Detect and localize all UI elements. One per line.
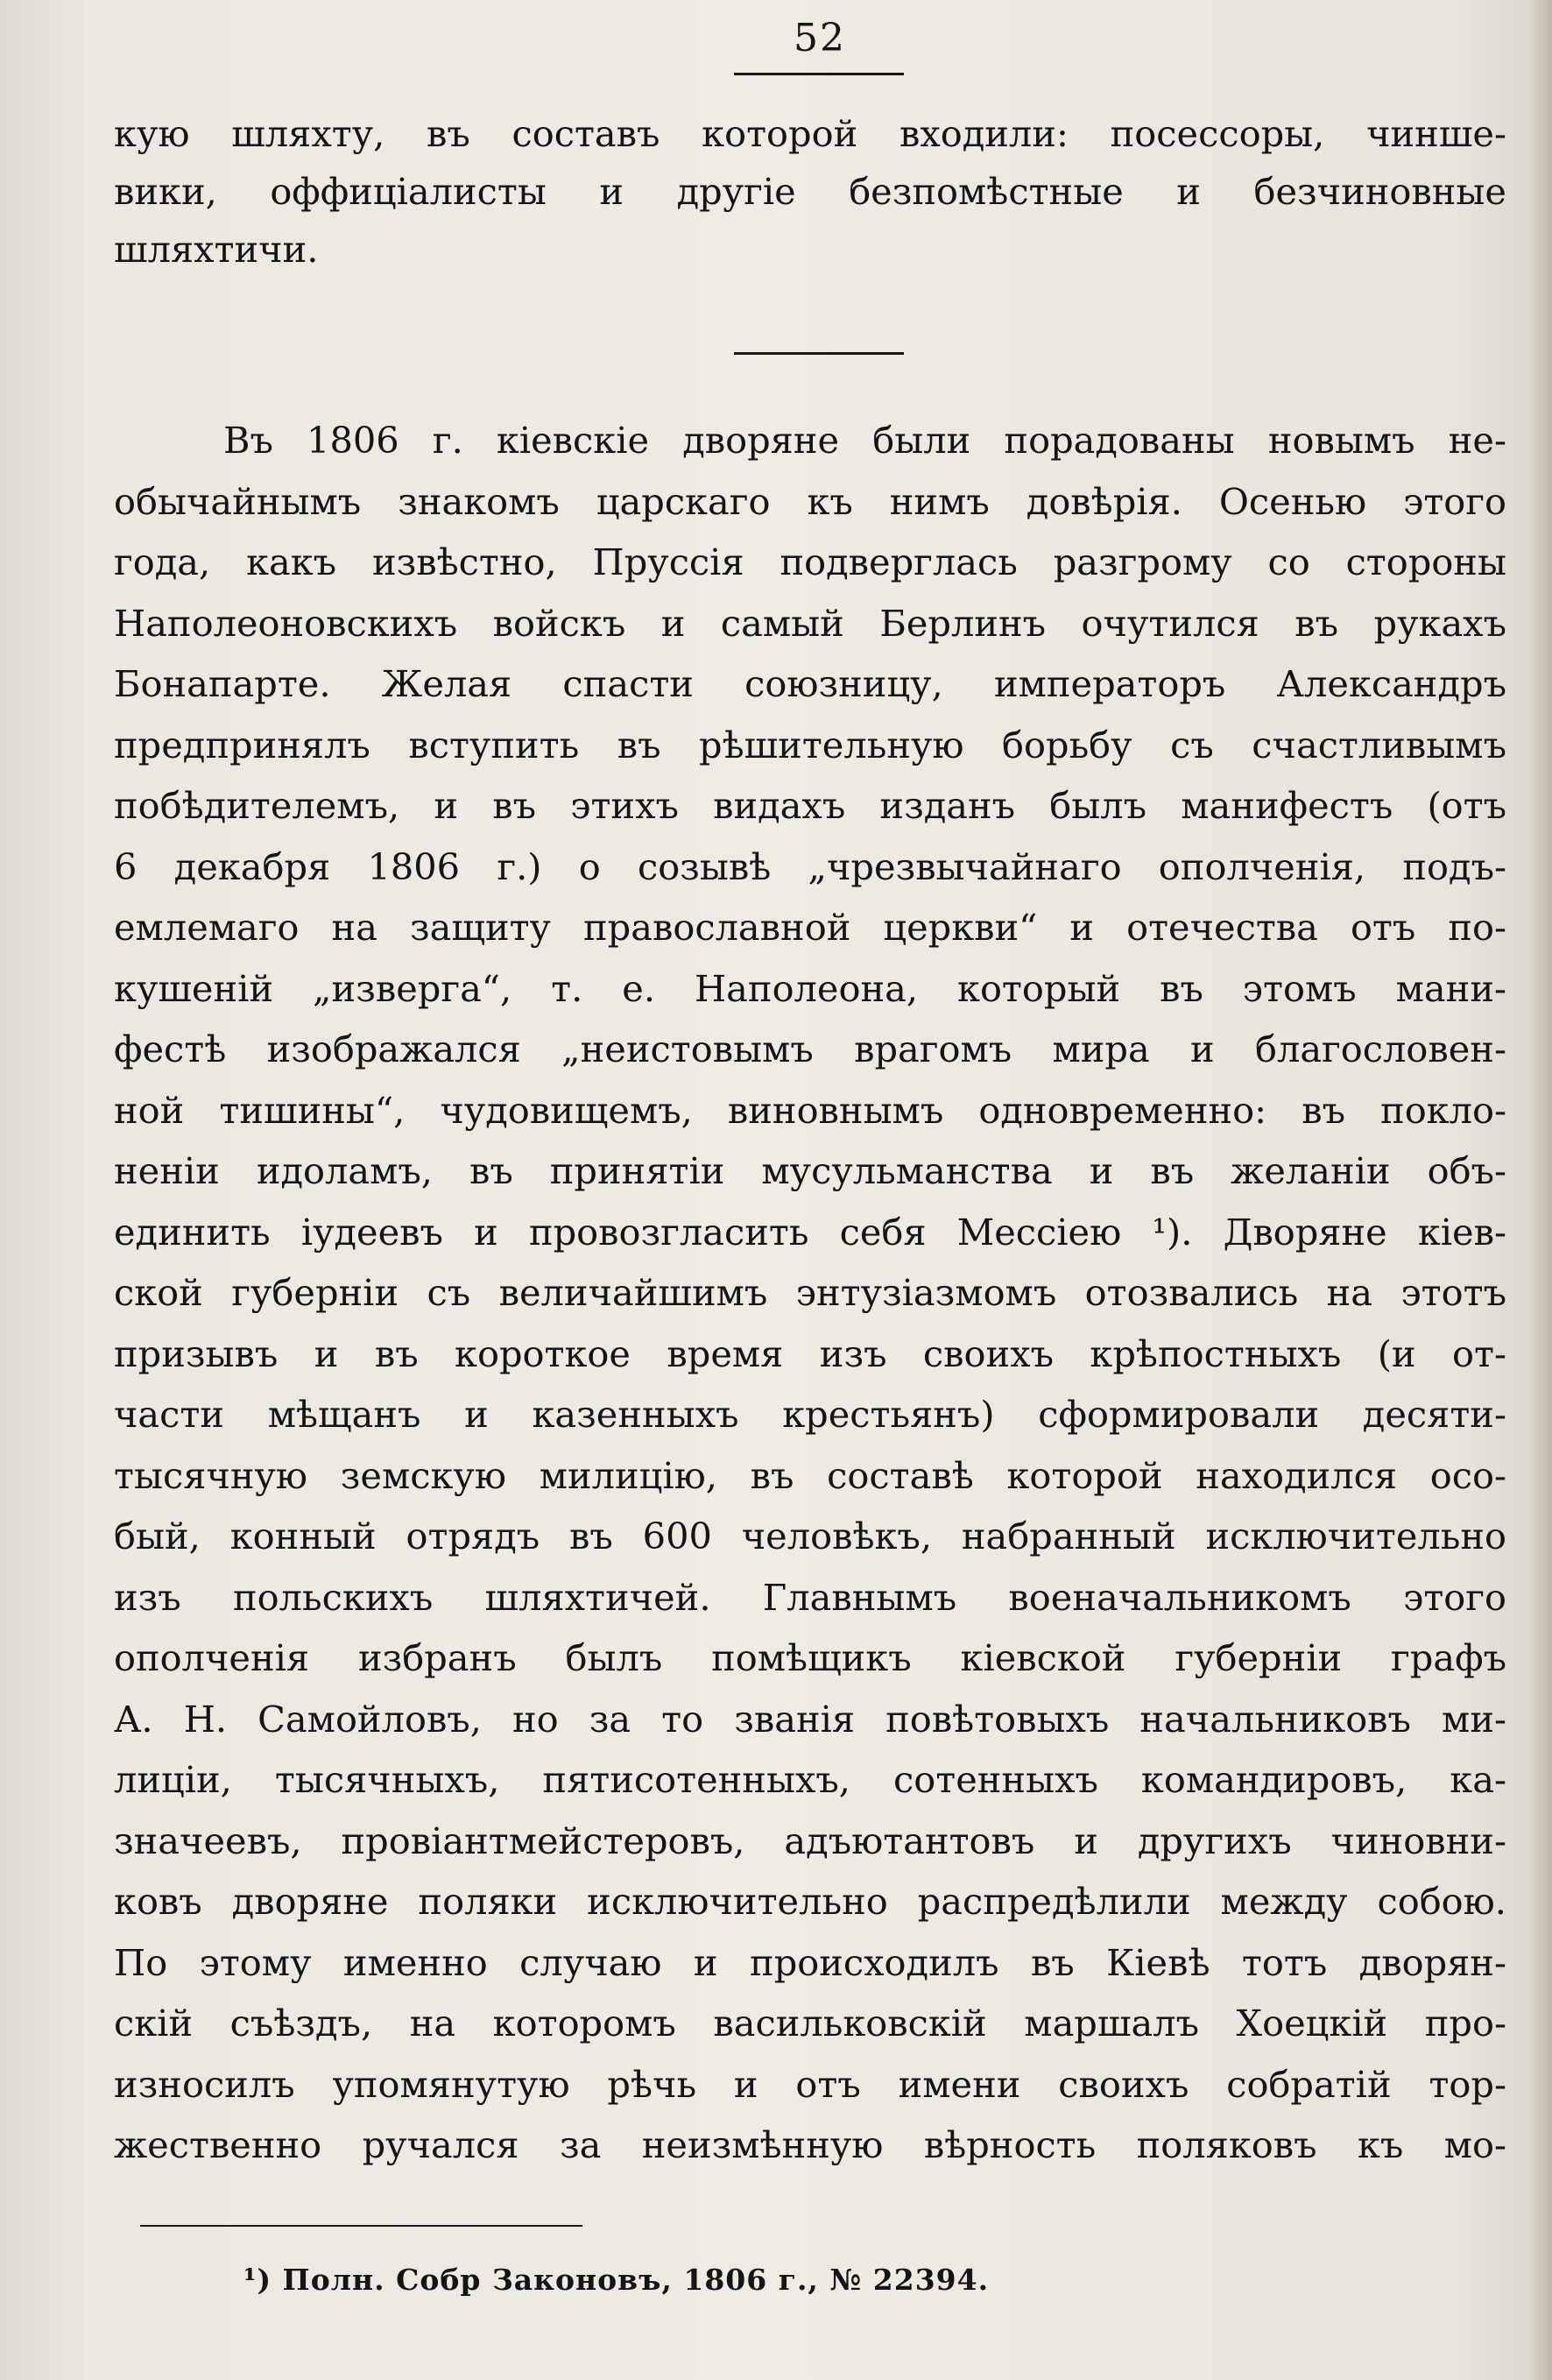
footnote-rule [140,2225,582,2227]
text-line: части мѣщанъ и казенныхъ крестьянъ) сформировали десяти- [114,1393,1506,1436]
text-line: тысячную земскую милицію, въ составѣ которой находился осо- [114,1453,1506,1497]
text-line: призывъ и въ короткое время изъ своихъ крѣпостныхъ (и от- [114,1331,1506,1375]
text-line: скій съѣздъ, на которомъ васильковскій маршалъ Хоецкій про- [114,2002,1506,2045]
text-line: кую шляхту, въ составъ которой входили: посессоры, чинше- [114,112,1506,155]
text-line: предпринялъ вступить въ рѣшительную борьбу съ счастливымъ [114,723,1506,766]
text-line: вики, оффиціалисты и другіе безпомѣстные и безчиновные [114,170,1506,213]
text-line: обычайнымъ знакомъ царскаго къ нимъ довѣрія. Осенью этого [114,479,1506,523]
text-line: Наполеоновскихъ войскъ и самый Берлинъ очутился въ рукахъ [114,601,1506,645]
text-line: По этому именно случаю и происходилъ въ Кіевѣ тотъ дворян- [114,1940,1506,1984]
page-number: 52 [794,16,846,60]
page-edge-shadow [1531,0,1552,2380]
section-divider [734,352,904,355]
text-line: Бонапарте. Желая спасти союзницу, императоръ Александръ [114,662,1506,705]
text-line: ной тишины“, чудовищемъ, виновнымъ одновременно: въ покло- [114,1088,1506,1132]
footnote: ¹) Полн. Собр Законовъ, 1806 г., № 22394. [243,2263,990,2297]
text-line: фестѣ изображался „неистовымъ врагомъ мира и благословен- [114,1028,1506,1070]
text-line: Въ 1806 г. кіевскіе дворяне были порадованы новымъ не- [223,419,1506,462]
text-line: А. Н. Самойловъ, но за то званія повѣтовыхъ начальниковъ ми- [114,1697,1506,1741]
text-line: жественно ручался за неизмѣнную вѣрность поляковъ къ мо- [114,2123,1506,2166]
header-rule [734,73,904,75]
text-line: шляхтичи. [114,228,319,271]
text-line: значеевъ, провіантмейстеровъ, адъютантовъ и другихъ чиновни- [114,1819,1506,1862]
text-line: ополченія избранъ былъ помѣщикъ кіевской губерніи графъ [114,1636,1506,1679]
main-paragraph [114,410,1506,2176]
text-line: лиціи, тысячныхъ, пятисотенныхъ, сотенныхъ командировъ, ка- [114,1758,1506,1801]
text-line: износилъ упомянутую рѣчь и отъ имени своихъ собратій тор- [114,2062,1506,2106]
text-line: 6 декабря 1806 г.) о созывѣ „чрезвычайнаго ополченія, подъ- [114,844,1506,888]
intro-paragraph [114,105,1506,279]
text-line: неніи идоламъ, въ принятіи мусульманства и въ желаніи объ- [114,1149,1506,1192]
text-line: изъ польскихъ шляхтичей. Главнымъ военачальникомъ этого [114,1575,1506,1619]
text-line: ковъ дворяне поляки исключительно распредѣлили между собою. [114,1880,1506,1923]
text-line: бый, конный отрядъ въ 600 человѣкъ, набранный исключительно [114,1515,1506,1557]
text-line: побѣдителемъ, и въ этихъ видахъ изданъ былъ манифестъ (отъ [114,784,1506,827]
text-line: ской губерніи съ величайшимъ энтузіазмомъ отозвались на этотъ [114,1271,1506,1314]
text-line: емлемаго на защиту православной церкви“ и отечества отъ по- [114,906,1506,949]
text-line: кушеній „изверга“, т. е. Наполеона, который въ этомъ мани- [114,966,1506,1010]
text-line: года, какъ извѣстно, Пруссія подверглась разгрому со стороны [114,540,1506,583]
text-line: единить іудеевъ и провозгласить себя Мессіею ¹). Дворяне кіев- [114,1210,1506,1254]
